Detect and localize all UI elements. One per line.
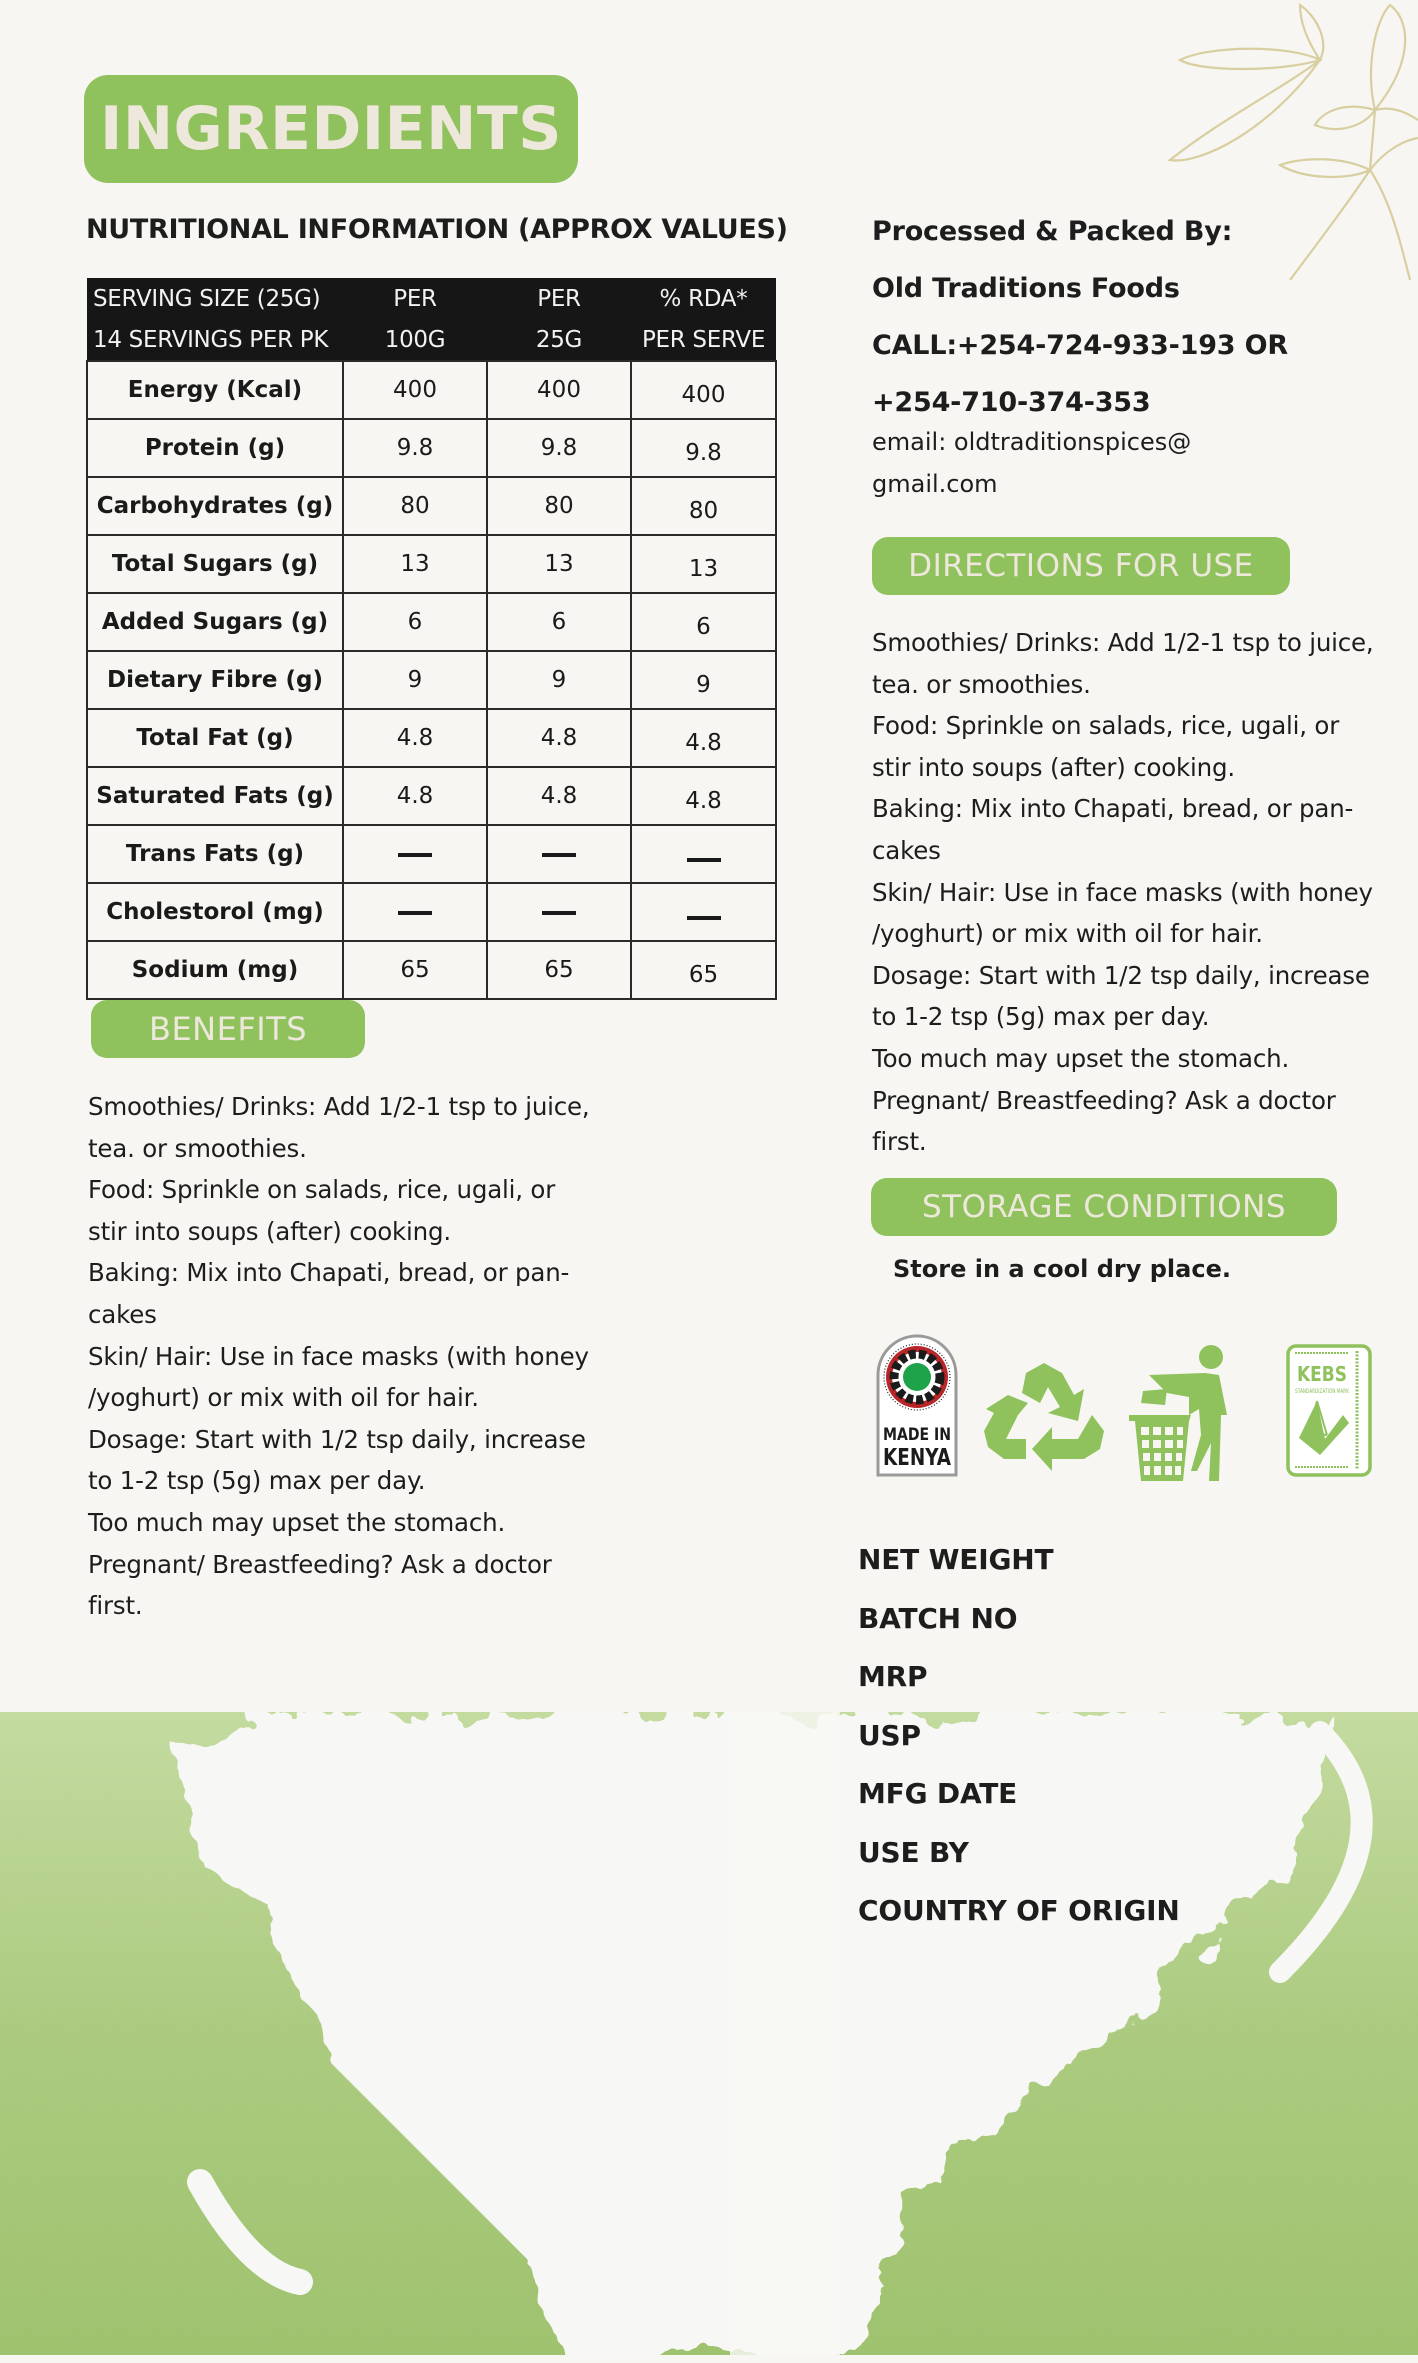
- directions-line: cakes: [872, 835, 941, 865]
- email-line-1: email: oldtraditionspices@: [872, 428, 1192, 456]
- value-rda: 4.8: [631, 767, 776, 825]
- directions-line: Skin/ Hair: Use in face masks (with honey: [872, 877, 1373, 907]
- dash-none: [398, 853, 432, 857]
- directions-line: Food: Sprinkle on salads, rice, ugali, or: [872, 711, 1340, 741]
- product-info-label: MFG DATE: [858, 1777, 1018, 1810]
- value-per-25g: [487, 883, 631, 941]
- value-per-100g: 80: [343, 477, 487, 535]
- made-in-label: MADE IN: [883, 1425, 951, 1445]
- nutrient-name: Added Sugars (g): [87, 593, 343, 651]
- value-rda: [631, 825, 776, 883]
- benefits-line: tea. or smoothies.: [88, 1133, 307, 1163]
- benefits-line: Pregnant/ Breastfeeding? Ask a doctor: [88, 1549, 552, 1579]
- table-row: [87, 941, 776, 999]
- dash-none: [687, 858, 721, 862]
- table-row: [87, 535, 776, 593]
- value-per-25g: 4.8: [487, 767, 631, 825]
- header-100g: 100G: [343, 319, 487, 361]
- kebs-title: KEBS: [1297, 1362, 1347, 1386]
- directions-text: [872, 622, 1374, 1163]
- directions-line: Pregnant/ Breastfeeding? Ask a doctor: [872, 1085, 1336, 1115]
- value-per-25g: [487, 825, 631, 883]
- directions-line: to 1-2 tsp (5g) max per day.: [872, 1002, 1210, 1032]
- email-line-2: gmail.com: [872, 470, 998, 498]
- table-row: [87, 361, 776, 419]
- value-rda: 6: [631, 593, 776, 651]
- dash-none: [398, 911, 432, 915]
- header-servings-per-pack: 14 SERVINGS PER PK: [87, 319, 343, 361]
- benefits-line: stir into soups (after) cooking.: [88, 1216, 451, 1246]
- value-per-25g: 13: [487, 535, 631, 593]
- benefits-line: first.: [88, 1591, 143, 1621]
- nutrient-name: Total Fat (g): [87, 709, 343, 767]
- dash-none: [542, 911, 576, 915]
- value-per-25g: 4.8: [487, 709, 631, 767]
- header-rda: % RDA*: [631, 278, 776, 319]
- watercolor-background: [0, 1712, 1418, 2355]
- kebs-subtitle: STANDARDIZATION MARK: [1295, 1388, 1350, 1395]
- benefits-line: Smoothies/ Drinks: Add 1/2-1 tsp to juice,: [88, 1092, 590, 1121]
- nutrient-name: Protein (g): [87, 419, 343, 477]
- benefits-line: /yoghurt) or mix with oil for hair.: [88, 1383, 479, 1413]
- benefits-line: Skin/ Hair: Use in face masks (with honey: [88, 1341, 589, 1371]
- nutrition-table: [86, 278, 777, 1000]
- phone-secondary: +254-710-374-353: [872, 387, 1151, 418]
- value-rda: 65: [631, 941, 776, 999]
- product-info-label: MRP: [858, 1660, 928, 1693]
- table-header-row: [87, 278, 776, 319]
- value-per-100g: [343, 825, 487, 883]
- nutrient-name: Total Sugars (g): [87, 535, 343, 593]
- benefits-line: Food: Sprinkle on salads, rice, ugali, or: [88, 1175, 556, 1205]
- header-per: PER: [343, 278, 487, 319]
- packer-label: Processed & Packed By:: [872, 216, 1233, 247]
- recycle-icon: [982, 1355, 1107, 1475]
- product-info-label: USP: [858, 1718, 921, 1752]
- directions-line: first.: [872, 1127, 927, 1157]
- value-rda: 4.8: [631, 709, 776, 767]
- value-per-100g: 6: [343, 593, 487, 651]
- header-25g: 25G: [487, 319, 631, 361]
- value-per-100g: 9.8: [343, 419, 487, 477]
- product-info-label: USE BY: [858, 1835, 969, 1869]
- value-rda: 9.8: [631, 419, 776, 477]
- value-per-25g: 9: [487, 651, 631, 709]
- made-in-kenya-icon: [874, 1333, 960, 1481]
- directions-line: Baking: Mix into Chapati, bread, or pan-: [872, 794, 1354, 824]
- phone-primary: CALL:+254-724-933-193 OR: [872, 330, 1288, 361]
- kebs-mark-icon: [1285, 1343, 1373, 1478]
- value-rda: 13: [631, 535, 776, 593]
- value-per-25g: 400: [487, 361, 631, 419]
- value-per-100g: 4.8: [343, 709, 487, 767]
- table-row: [87, 419, 776, 477]
- nutrient-name: Dietary Fibre (g): [87, 651, 343, 709]
- header-per: PER: [487, 278, 631, 319]
- nutrient-name: Sodium (mg): [87, 941, 343, 999]
- directions-line: Too much may upset the stomach.: [872, 1043, 1290, 1073]
- header-per-serve: PER SERVE: [631, 319, 776, 361]
- benefits-line: Too much may upset the stomach.: [88, 1507, 506, 1537]
- nutrient-name: Energy (Kcal): [87, 361, 343, 419]
- table-row: [87, 825, 776, 883]
- product-info-label: NET WEIGHT: [858, 1543, 1054, 1576]
- value-rda: [631, 883, 776, 941]
- value-per-25g: 80: [487, 477, 631, 535]
- benefits-text: [88, 1086, 590, 1627]
- table-row: [87, 883, 776, 941]
- kenya-label: KENYA: [883, 1445, 952, 1471]
- benefits-heading: BENEFITS: [91, 1000, 365, 1058]
- benefits-line: cakes: [88, 1299, 157, 1329]
- directions-line: Smoothies/ Drinks: Add 1/2-1 tsp to juice,: [872, 628, 1374, 657]
- storage-text: Store in a cool dry place.: [893, 1255, 1231, 1283]
- dash-none: [687, 916, 721, 920]
- value-rda: 400: [631, 361, 776, 419]
- directions-line: tea. or smoothies.: [872, 669, 1091, 699]
- storage-heading: STORAGE CONDITIONS: [871, 1178, 1337, 1236]
- value-rda: 9: [631, 651, 776, 709]
- dash-none: [542, 853, 576, 857]
- nutritional-info-title: NUTRITIONAL INFORMATION (APPROX VALUES): [86, 214, 788, 245]
- header-serving-size: SERVING SIZE (25G): [87, 278, 343, 319]
- value-per-25g: 65: [487, 941, 631, 999]
- company-name: Old Traditions Foods: [872, 273, 1180, 304]
- value-per-25g: 9.8: [487, 419, 631, 477]
- tidy-man-icon: [1127, 1343, 1235, 1483]
- value-per-100g: [343, 883, 487, 941]
- value-per-25g: 6: [487, 593, 631, 651]
- table-header-row: [87, 319, 776, 361]
- value-per-100g: 13: [343, 535, 487, 593]
- benefits-line: Dosage: Start with 1/2 tsp daily, increase: [88, 1424, 586, 1454]
- nutrient-name: Saturated Fats (g): [87, 767, 343, 825]
- directions-line: Dosage: Start with 1/2 tsp daily, increase: [872, 960, 1370, 990]
- product-info-list: [858, 1538, 1180, 1948]
- table-row: [87, 767, 776, 825]
- benefits-line: to 1-2 tsp (5g) max per day.: [88, 1466, 426, 1496]
- product-info-label: BATCH NO: [858, 1601, 1018, 1635]
- value-per-100g: 65: [343, 941, 487, 999]
- product-info-label: COUNTRY OF ORIGIN: [858, 1894, 1180, 1927]
- certification-icons: [870, 1325, 1380, 1485]
- value-per-100g: 9: [343, 651, 487, 709]
- nutrient-name: Trans Fats (g): [87, 825, 343, 883]
- directions-line: stir into soups (after) cooking.: [872, 752, 1235, 782]
- directions-line: /yoghurt) or mix with oil for hair.: [872, 919, 1263, 949]
- directions-heading: DIRECTIONS FOR USE: [872, 537, 1290, 595]
- nutrient-name: Cholestorol (mg): [87, 883, 343, 941]
- table-row: [87, 651, 776, 709]
- value-per-100g: 4.8: [343, 767, 487, 825]
- table-row: [87, 593, 776, 651]
- packer-info: [872, 212, 1392, 505]
- value-rda: 80: [631, 477, 776, 535]
- benefits-line: Baking: Mix into Chapati, bread, or pan-: [88, 1258, 570, 1288]
- value-per-100g: 400: [343, 361, 487, 419]
- nutrient-name: Carbohydrates (g): [87, 477, 343, 535]
- ingredients-heading: INGREDIENTS: [84, 75, 578, 183]
- table-row: [87, 709, 776, 767]
- table-row: [87, 477, 776, 535]
